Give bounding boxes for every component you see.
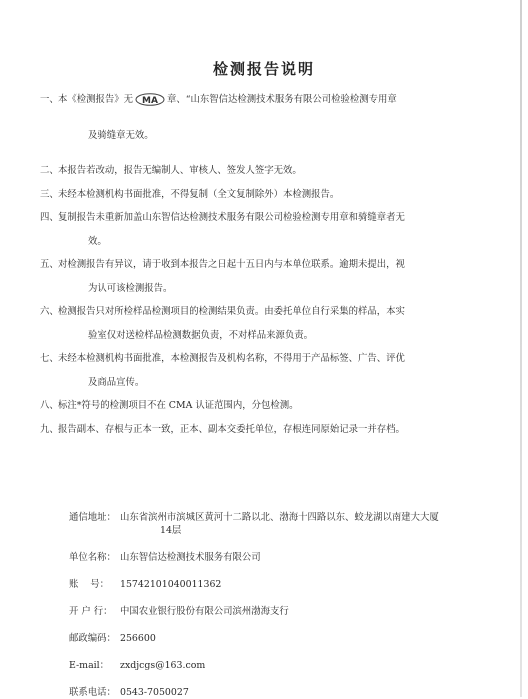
clause-number: 六、 xyxy=(40,306,59,317)
email-value: zxdjcgs@163.com xyxy=(120,660,206,671)
clause-text: 未经本检测机构书面批准，不得复制（全文复制除外）本检测报告。 xyxy=(58,188,340,200)
clause-continuation: 为认可该检测报告。 xyxy=(88,282,173,294)
clause-8 xyxy=(40,394,502,418)
page-edge-shadow xyxy=(520,0,522,697)
contact-info xyxy=(69,511,489,699)
address-value-cont: 14层 xyxy=(160,525,182,536)
clause-text: 未经本检测机构书面批准，本检测报告及机构名称，不得用于产品标签、广告、评优 xyxy=(58,353,405,364)
cma-text: MA xyxy=(142,96,158,106)
clause-number: 八、 xyxy=(40,400,59,411)
page-title: 检测报告说明 xyxy=(212,60,315,78)
clause-text-part: 章、“山东智信达检测技术服务有限公司检验检测专用章 xyxy=(167,94,397,105)
clause-3 xyxy=(40,183,502,207)
clause-continuation: 效。 xyxy=(88,235,107,247)
clause-7 xyxy=(40,347,502,394)
phone-label: 联系电话： xyxy=(69,687,116,698)
bank-row xyxy=(69,605,489,618)
clause-text xyxy=(40,88,502,112)
clause-continuation: 及骑缝章无效。 xyxy=(88,129,154,141)
clause-9 xyxy=(40,418,502,442)
clause-text: 检测报告只对所检样品检测项目的检测结果负责。由委托单位自行采集的样品，本实 xyxy=(58,306,405,317)
clause-text: 对检测报告有异议，请于收到本报告之日起十五日内与本单位联系。逾期未提出，视 xyxy=(58,259,405,270)
clause-continuation: 及商品宣传。 xyxy=(88,376,145,388)
company-row xyxy=(69,551,489,564)
account-label: 账 号： xyxy=(69,579,110,590)
clause-number: 一、 xyxy=(40,94,59,105)
company-label: 单位名称： xyxy=(69,552,116,563)
address-row xyxy=(69,511,489,537)
clause-4 xyxy=(40,206,502,253)
postcode-row xyxy=(69,632,489,645)
clause-number: 九、 xyxy=(40,423,59,435)
clause-text: 复制报告未重新加盖山东智信达检测技术服务有限公司检验检测专用章和骑缝章者无 xyxy=(58,212,405,223)
account-value: 15742101040011362 xyxy=(120,579,222,590)
clause-6 xyxy=(40,300,502,347)
address-value: 山东省滨州市滨城区黄河十二路以北、渤海十四路以东、蛟龙湖以南建大大厦 xyxy=(120,512,439,523)
clause-number: 四、 xyxy=(40,212,59,223)
phone-value: 0543-7050027 xyxy=(120,687,189,698)
clause-number: 五、 xyxy=(40,259,59,270)
postcode-label: 邮政编码： xyxy=(69,633,116,644)
clause-text: 报告副本、存根与正本一致，正本、副本交委托单位，存根连同原始记录一并存档。 xyxy=(58,423,405,435)
clause-text: 标注*符号的检测项目不在 CMA 认证范围内，分包检测。 xyxy=(58,400,299,411)
clause-number: 七、 xyxy=(40,353,59,364)
bank-label: 开 户 行： xyxy=(69,606,113,617)
address-label: 通信地址： xyxy=(69,512,116,523)
email-row xyxy=(69,659,489,672)
clause-list xyxy=(40,88,502,441)
email-label: E-mail： xyxy=(69,660,110,671)
bank-value: 中国农业银行股份有限公司滨州渤海支行 xyxy=(120,606,289,617)
postcode-value: 256600 xyxy=(120,633,156,644)
clause-1 xyxy=(40,88,502,147)
account-row xyxy=(69,578,489,591)
company-value: 山东智信达检测技术服务有限公司 xyxy=(120,552,261,563)
clause-2 xyxy=(40,159,502,183)
cma-logo-icon xyxy=(135,92,165,105)
phone-row xyxy=(69,686,489,699)
clause-text: 本报告若改动，报告无编制人、审核人、签发人签字无效。 xyxy=(58,165,302,176)
clause-5 xyxy=(40,253,502,300)
clause-number: 三、 xyxy=(40,188,59,200)
clause-number: 二、 xyxy=(40,165,59,176)
clause-text-part: 本《检测报告》无 xyxy=(58,94,134,105)
clause-continuation: 验室仅对送检样品检测数据负责，不对样品来源负责。 xyxy=(88,329,314,341)
